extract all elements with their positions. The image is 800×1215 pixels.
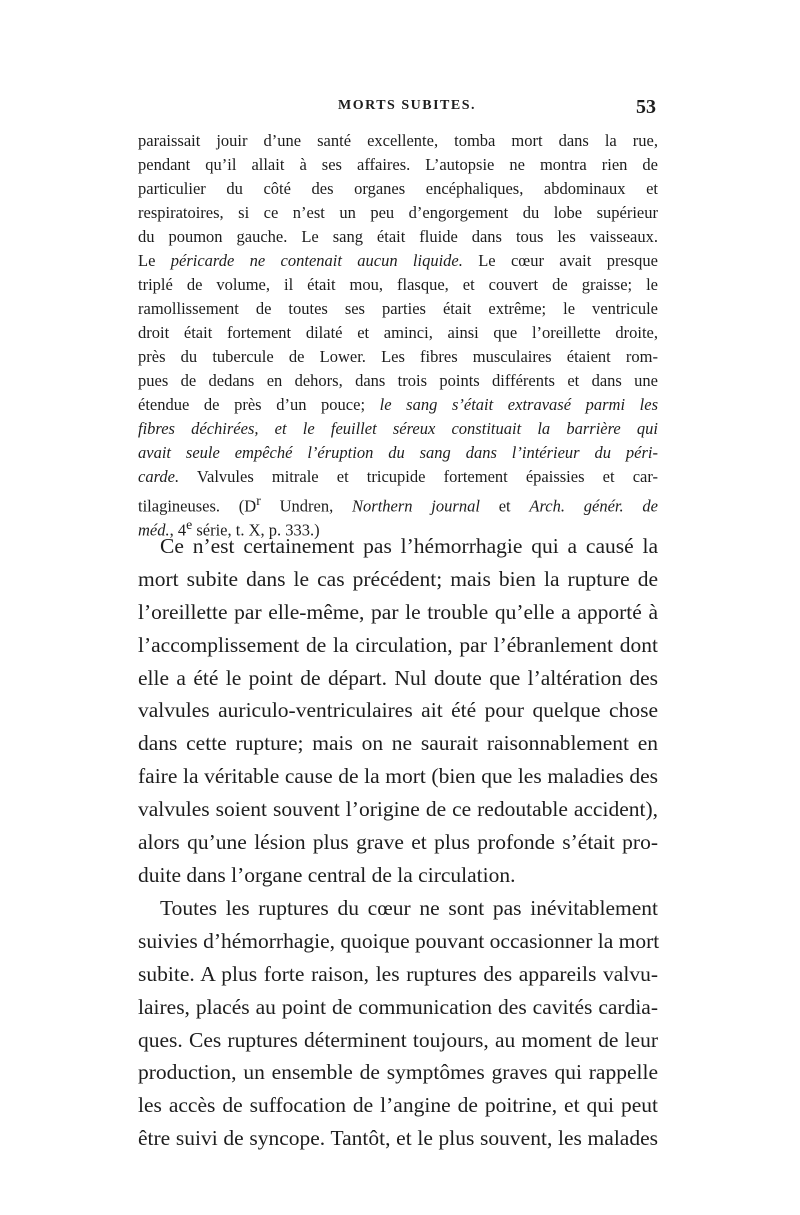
- running-title: MORTS SUBITES.: [338, 98, 476, 113]
- text-line: [138, 465, 658, 489]
- italic-segment: fibres déchirées, et le feuillet séreux constituait la barrière qui: [138, 419, 658, 438]
- text-line: [138, 417, 658, 441]
- italic-segment: méd.: [138, 520, 170, 540]
- italic-segment: Northern journal: [352, 496, 480, 516]
- text-line: ques. Ces ruptures déterminent toujours, au moment de leur: [138, 1027, 658, 1052]
- text-line: mort subite dans le cas précédent; mais bien la rupture de: [138, 566, 658, 591]
- text-line: ramollissement de toutes ses parties était extrême; le ventricule: [138, 299, 658, 318]
- text-line: Ce n’est certainement pas l’hémorrhagie qui a causé la: [160, 534, 658, 558]
- text-line: triplé de volume, il était mou, flasque, et couvert de graisse; le: [138, 275, 658, 294]
- text-line: valvules soient souvent l’origine de ce redoutable accident),: [138, 797, 658, 822]
- paragraph-1: [138, 530, 658, 892]
- text-line: laires, placés au point de communication des cavités cardia-: [138, 994, 658, 1019]
- text-line: être suivi de syncope. Tantôt, et le plus souvent, les malades: [138, 1126, 658, 1151]
- italic-segment: péricarde ne contenait aucun liquide.: [170, 251, 463, 270]
- text-line: alors qu’une lésion plus grave et plus profonde s’était pro-: [138, 830, 658, 855]
- text-line: duite dans l’organe central de la circulation.: [138, 862, 516, 887]
- superscript: e: [186, 517, 193, 532]
- text-segment: étendue de près d’un pouce;: [138, 395, 380, 414]
- text-line: production, un ensemble de symptômes graves qui rappelle: [138, 1060, 658, 1085]
- text-line: l’oreillette par elle-même, par le trouble qu’elle a apporté à: [138, 599, 658, 624]
- text-line: [138, 441, 658, 465]
- page-header: [138, 96, 656, 122]
- paragraph-2: [138, 892, 658, 1155]
- text-segment: tilagineuses. (D: [138, 496, 257, 516]
- case-report: [138, 129, 659, 540]
- text-line: [138, 249, 658, 273]
- text-line: subite. A plus forte raison, les ruptures des appareils valvu-: [138, 961, 658, 986]
- text-line: dans cette rupture; mais on ne saurait raisonnablement en: [138, 731, 658, 756]
- text-line: suivies d’hémorrhagie, quoique pouvant occasionner la mort: [138, 928, 660, 953]
- text-line: [138, 489, 658, 516]
- italic-segment: Arch. génér. de: [529, 496, 658, 516]
- text-line: Toutes les ruptures du cœur ne sont pas inévitablement: [160, 896, 658, 920]
- text-segment: Le cœur avait presque: [462, 251, 659, 270]
- text-segment: , 4: [169, 520, 187, 540]
- text-segment: Le: [138, 251, 171, 270]
- text-line: les accès de suffocation de l’angine de poitrine, et qui peut: [138, 1093, 658, 1118]
- text-line: pues de dedans en dehors, dans trois points différents et dans une: [138, 371, 658, 390]
- text-line: elle a été le point de départ. Nul doute que l’altération des: [138, 665, 658, 690]
- italic-segment: carde.: [138, 467, 180, 486]
- text-segment: Valvules mitrale et tricupide fortement épaissies et car-: [179, 467, 658, 486]
- text-line: faire la véritable cause de la mort (bien que les maladies des: [138, 764, 658, 789]
- text-segment: série, t. X, p. 333.): [192, 520, 320, 540]
- text-line: près du tubercule de Lower. Les fibres musculaires étaient rom-: [138, 347, 658, 366]
- text-segment: Undren,: [260, 496, 353, 516]
- italic-segment: le sang s’était extravasé parmi les: [379, 395, 659, 414]
- text-line: valvules auriculo-ventriculaires ait été pour quelque chose: [138, 698, 658, 723]
- text-line: pendant qu’il allait à ses affaires. L’autopsie ne montra rien de: [138, 155, 658, 174]
- italic-segment: avait seule empêché l’éruption du sang dans l’intérieur du péri-: [138, 443, 658, 462]
- text-line: droit était fortement dilaté et aminci, ainsi que l’oreillette droite,: [138, 323, 658, 342]
- superscript: r: [256, 493, 261, 508]
- text-line: paraissait jouir d’une santé excellente, tomba mort dans la rue,: [138, 131, 658, 150]
- text-line: particulier du côté des organes encéphaliques, abdominaux et: [138, 179, 658, 198]
- text-line: du poumon gauche. Le sang était fluide dans tous les vaisseaux.: [138, 227, 658, 246]
- text-line: [138, 393, 658, 417]
- page-number: 53: [636, 96, 656, 118]
- text-segment: et: [479, 496, 530, 516]
- text-line: l’accomplissement de la circulation, par l’ébranlement dont: [138, 632, 658, 657]
- text-line: respiratoires, si ce n’est un peu d’engorgement du lobe supérieur: [138, 203, 658, 222]
